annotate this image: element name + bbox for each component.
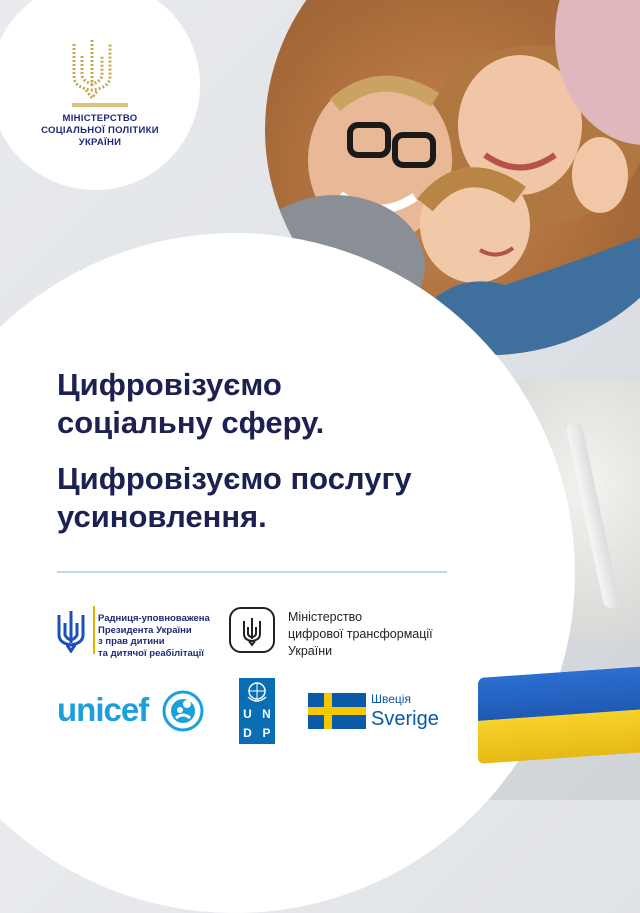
ombudsman-line-2: Президента України [98,624,192,636]
divider [57,571,447,573]
unicef-emblem-icon [162,690,204,732]
un-emblem-icon [245,681,269,703]
unicef-wordmark: unicef [57,691,149,728]
sweden-label-ua: Швеція [371,692,411,706]
mdt-name [288,609,433,660]
sweden-flag-cross-horizontal [308,707,366,715]
undp-letter-d: D [243,726,252,740]
headline-2-line-1: Цифровізуємо послугу [57,461,412,496]
ministry-logo-ornament [72,103,128,107]
trident-icon [68,36,116,100]
mdt-logo [229,607,275,653]
headline-digital-adoption [57,460,412,536]
ombudsman-line-4: та дитячої реабілітації [98,647,204,659]
unicef-logo [57,691,148,729]
trident-icon [231,609,273,651]
headline-1-line-2: соціальну сферу. [57,405,325,440]
ministry-name-line-2: СОЦІАЛЬНОЇ ПОЛІТИКИ [41,125,159,136]
ombudsman-name [98,613,210,659]
sweden-flag [308,693,366,729]
undp-letter-u: U [243,707,252,721]
headline-2-line-2: усиновлення. [57,499,267,534]
ukraine-flag [478,666,640,764]
ombudsman-line-3: з прав дитини [98,636,165,647]
headline-1-line-1: Цифровізуємо [57,367,282,402]
undp-letter-n: N [262,707,271,721]
ombudsman-line-1: Радниця-уповноважена [98,613,210,624]
ministry-name [20,113,180,149]
ministry-name-line-1: МІНІСТЕРСТВО [62,113,138,124]
headline-digital-social [57,366,324,442]
ombudsman-accent-bar [93,606,95,654]
sweden-label-sv: Sverige [371,708,439,730]
mdt-line-3: України [288,644,333,658]
ministry-name-line-3: УКРАЇНИ [78,137,122,148]
mdt-line-2: цифрової трансформації [288,627,433,641]
ministry-logo [0,0,200,180]
trident-icon [56,609,86,653]
undp-letter-p: P [262,726,271,740]
undp-logo [239,678,275,744]
mdt-line-1: Міністерство [288,610,363,624]
